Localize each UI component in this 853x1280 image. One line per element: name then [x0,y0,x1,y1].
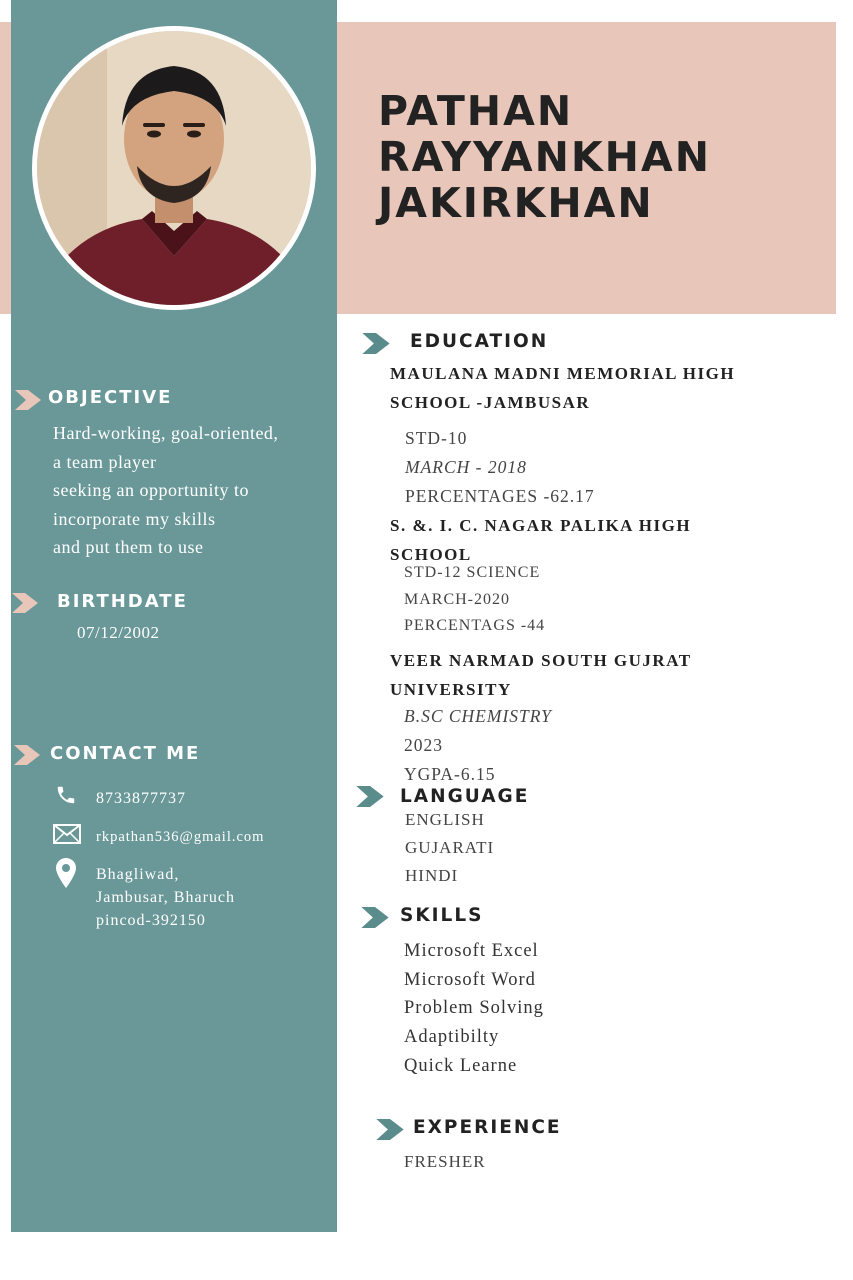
phone-icon [55,784,77,806]
objective-line: and put them to use [53,537,204,557]
skill-item: Microsoft Word [404,969,536,990]
contact-heading: CONTACT ME [50,743,201,764]
detail-line: YGPA-6.15 [404,764,496,784]
address-line: Bhagliwad, [96,866,180,883]
language-item: GUJARATI [405,838,495,857]
phone-text: 8733877737 [96,790,186,807]
objective-line: seeking an opportunity to [53,480,249,500]
chevron-right-icon [356,786,384,807]
skill-item: Adaptibilty [404,1027,500,1048]
detail-line: PERCENTAGES -62.17 [405,486,595,506]
detail-line: STD-10 [405,428,468,448]
education-details [404,560,545,640]
school-line: S. &. I. C. NAGAR PALIKA HIGH [390,516,692,535]
detail-line: 2023 [404,735,443,755]
portrait-illustration [37,31,311,305]
birthdate-value: 07/12/2002 [77,623,160,642]
school-name [390,359,735,417]
detail-line: MARCH-2020 [404,590,511,608]
detail-line: B.SC CHEMISTRY [404,706,552,726]
objective-text [53,419,278,562]
birthdate-heading: BIRTHDATE [57,591,188,612]
name-line: JAKIRKHAN [378,179,654,227]
skills-heading: SKILLS [400,905,484,926]
chevron-right-icon [12,593,38,613]
skill-item: Problem Solving [404,998,544,1019]
experience-value: FRESHER [404,1152,486,1171]
detail-line: STD-12 SCIENCE [404,564,541,581]
experience-heading: EXPERIENCE [413,1117,562,1138]
phone-number[interactable] [96,787,186,810]
school-line: SCHOOL [390,545,472,564]
education-heading: EDUCATION [410,331,549,352]
profile-photo [32,26,316,310]
detail-line: PERCENTAGS -44 [404,617,546,634]
location-pin-icon [56,858,76,888]
chevron-right-icon [376,1119,404,1140]
objective-heading: OBJECTIVE [48,387,173,408]
skill-item: Microsoft Excel [404,941,539,961]
detail-line: MARCH - 2018 [405,457,527,477]
candidate-name [378,88,711,226]
name-line: PATHAN [378,87,574,135]
school-line: MAULANA MADNI MEMORIAL HIGH [390,364,736,383]
email-address[interactable] [96,826,264,849]
objective-line: Hard-working, goal-oriented, [53,423,279,443]
education-details [404,702,552,789]
language-item: ENGLISH [405,810,485,829]
language-list [405,806,494,890]
school-line: VEER NARMAD SOUTH GUJRAT [390,651,692,670]
chevron-right-icon [15,390,41,410]
language-item: HINDI [405,866,459,885]
language-heading: LANGUAGE [400,786,530,807]
objective-line: a team player [53,451,157,472]
school-line: UNIVERSITY [390,680,512,699]
school-line: SCHOOL -JAMBUSAR [390,393,591,412]
skills-list [404,937,544,1081]
address [96,863,235,932]
chevron-right-icon [361,907,389,928]
mail-icon [53,824,81,844]
address-line: Jambusar, Bharuch [96,889,235,906]
school-name [390,646,692,704]
chevron-right-icon [362,333,390,354]
address-line: pincod-392150 [96,912,206,929]
chevron-right-icon [14,745,40,765]
name-line: RAYYANKHAN [378,133,712,181]
email-text: rkpathan536@gmail.com [96,829,265,845]
skill-item: Quick Learne [404,1055,518,1076]
objective-line: incorporate my skills [53,508,216,529]
education-details [405,424,595,511]
